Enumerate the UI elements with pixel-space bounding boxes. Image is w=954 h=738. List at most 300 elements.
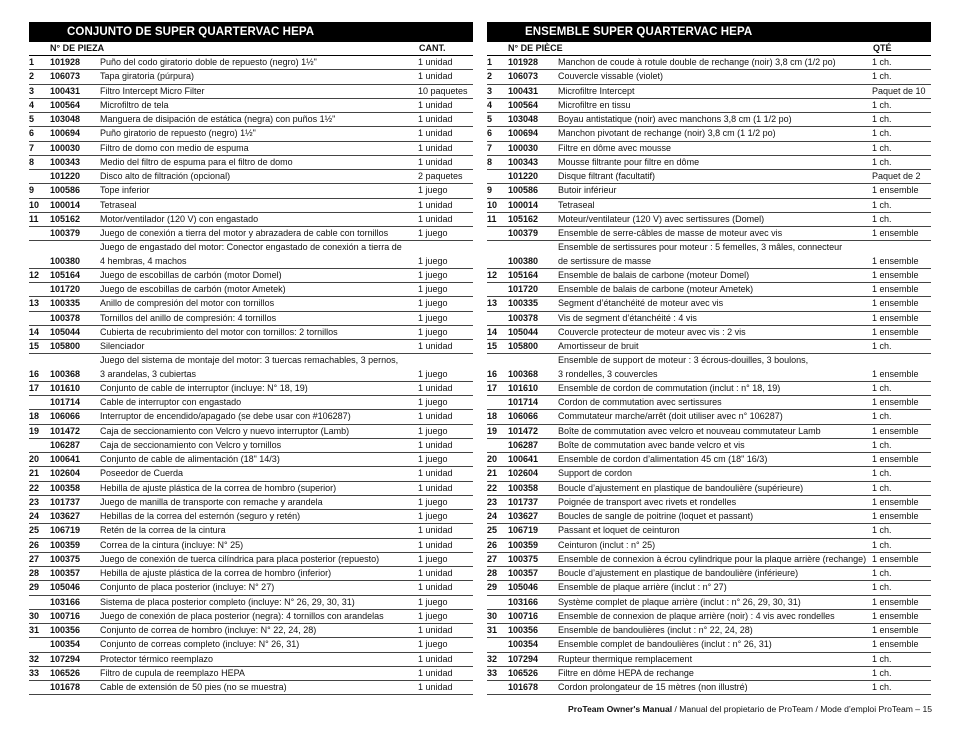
description-line: Ensemble de support de moteur : 3 écrous-douilles, 3 boulons, [558, 355, 809, 366]
parts-table [29, 56, 473, 695]
item-number: 25 [487, 524, 508, 538]
item-number [487, 681, 508, 695]
item-number: 13 [29, 297, 50, 311]
part-number: 100378 [508, 311, 558, 325]
item-number: 31 [29, 624, 50, 638]
part-quantity: 1 ensemble [872, 325, 931, 339]
part-quantity: 1 juego [418, 595, 473, 609]
part-number: 101220 [50, 170, 100, 184]
table-row [487, 227, 931, 241]
part-quantity: 1 unidad [418, 212, 473, 226]
item-number: 21 [29, 467, 50, 481]
item-number: 2 [29, 70, 50, 84]
part-description: Manchon pivotant de rechange (noir) 3,8 cm (1 1/2 po) [558, 127, 872, 141]
part-number: 100359 [508, 538, 558, 552]
part-number: 100431 [50, 84, 100, 98]
part-quantity: 1 unidad [418, 381, 473, 395]
part-description: Filtro de domo con medio de espuma [100, 141, 418, 155]
part-description: Boucle d’ajustement en plastique de bandoulière (inférieure) [558, 567, 872, 581]
table-row [29, 212, 473, 226]
part-number: 100368 [50, 354, 100, 382]
item-number [29, 438, 50, 452]
part-quantity: 1 ch. [872, 141, 931, 155]
part-description: Butoir inférieur [558, 184, 872, 198]
part-number: 100431 [508, 84, 558, 98]
part-quantity: 1 unidad [418, 155, 473, 169]
table-row [29, 340, 473, 354]
part-quantity: 1 unidad [418, 410, 473, 424]
part-description: Ensemble de plaque arrière (inclut : n° 27) [558, 581, 872, 595]
part-number: 100358 [508, 481, 558, 495]
part-description: Rupteur thermique remplacement [558, 652, 872, 666]
item-number: 19 [487, 424, 508, 438]
quantity-header: CANT. [419, 43, 446, 53]
table-row [29, 581, 473, 595]
part-quantity: 1 unidad [418, 624, 473, 638]
part-quantity: 1 unidad [418, 652, 473, 666]
item-number: 16 [29, 354, 50, 382]
part-description: Filtre en dôme HEPA de rechange [558, 666, 872, 680]
item-number [487, 638, 508, 652]
table-row [487, 141, 931, 155]
item-number: 17 [29, 381, 50, 395]
table-row [487, 241, 931, 269]
item-number: 33 [29, 666, 50, 680]
table-row [487, 595, 931, 609]
item-number: 10 [487, 198, 508, 212]
part-description: Amortisseur de bruit [558, 340, 872, 354]
part-description: Boucle d’ajustement en plastique de bandoulière (supérieure) [558, 481, 872, 495]
table-row [29, 184, 473, 198]
part-description: Poignée de transport avec rivets et rondelles [558, 495, 872, 509]
item-number: 6 [487, 127, 508, 141]
part-number: 105800 [50, 340, 100, 354]
part-quantity: 1 juego [418, 609, 473, 623]
item-number [29, 170, 50, 184]
part-quantity: 1 unidad [418, 666, 473, 680]
part-description: Boîte de commutation avec bande velcro et vis [558, 438, 872, 452]
table-row [487, 84, 931, 98]
item-number [29, 311, 50, 325]
item-number: 14 [29, 325, 50, 339]
part-quantity: 1 juego [418, 552, 473, 566]
table-row [29, 552, 473, 566]
item-number [29, 227, 50, 241]
item-number: 26 [29, 538, 50, 552]
part-number: 106287 [50, 438, 100, 452]
item-number: 8 [29, 155, 50, 169]
item-number: 5 [29, 113, 50, 127]
part-quantity: 1 ensemble [872, 283, 931, 297]
part-description: Juego de conexión de tuerca cilíndrica para placa posterior (repuesto) [100, 552, 418, 566]
item-number [487, 227, 508, 241]
table-row [487, 381, 931, 395]
part-quantity: 1 ch. [872, 340, 931, 354]
part-number: 100356 [50, 624, 100, 638]
part-quantity: 1 juego [418, 283, 473, 297]
part-quantity: 1 ensemble [872, 552, 931, 566]
part-quantity: 1 ch. [872, 155, 931, 169]
part-description: Tetraseal [558, 198, 872, 212]
part-number: 100380 [50, 241, 100, 269]
part-quantity: 1 ensemble [872, 241, 931, 269]
item-number [29, 396, 50, 410]
part-quantity: 1 unidad [418, 98, 473, 112]
part-number: 101720 [50, 283, 100, 297]
part-description: Disco alto de filtración (opcional) [100, 170, 418, 184]
part-description: Ensemble de bandoulières (inclut : n° 22, 24, 28) [558, 624, 872, 638]
part-number: 103048 [50, 113, 100, 127]
part-description: Juego de escobillas de carbón (motor Domel) [100, 268, 418, 282]
item-number [29, 681, 50, 695]
table-row [29, 198, 473, 212]
table-row [487, 113, 931, 127]
table-row [29, 595, 473, 609]
part-quantity: 1 ch. [872, 70, 931, 84]
footer-text: / Manual del propietario de ProTeam / Mode d’emploi ProTeam – 15 [672, 704, 932, 714]
part-quantity: 1 unidad [418, 681, 473, 695]
item-number: 30 [487, 609, 508, 623]
table-row [487, 198, 931, 212]
part-quantity: 1 ch. [872, 127, 931, 141]
part-description: Passant et loquet de ceinturon [558, 524, 872, 538]
item-number: 6 [29, 127, 50, 141]
part-description: Couvercle protecteur de moteur avec vis : 2 vis [558, 325, 872, 339]
table-row [487, 325, 931, 339]
item-number: 16 [487, 354, 508, 382]
item-number: 28 [487, 567, 508, 581]
part-description [100, 241, 418, 269]
quantity-header: QTÉ [873, 43, 892, 53]
table-row [29, 170, 473, 184]
item-number: 14 [487, 325, 508, 339]
table-row [29, 453, 473, 467]
part-number: 100357 [50, 567, 100, 581]
item-number: 4 [487, 98, 508, 112]
table-row [487, 184, 931, 198]
table-row [487, 538, 931, 552]
part-quantity: 1 juego [418, 268, 473, 282]
part-quantity: 1 ensemble [872, 268, 931, 282]
item-number [487, 241, 508, 269]
part-number: 100343 [50, 155, 100, 169]
part-description: Tetraseal [100, 198, 418, 212]
part-description: Hebillas de la correa del esternón (seguro y retén) [100, 510, 418, 524]
table-row [487, 297, 931, 311]
table-row [487, 311, 931, 325]
part-quantity: 1 ensemble [872, 396, 931, 410]
part-quantity: 1 ch. [872, 438, 931, 452]
part-quantity: 1 ch. [872, 666, 931, 680]
item-number: 29 [487, 581, 508, 595]
french-parts-list [487, 22, 931, 695]
table-row [487, 424, 931, 438]
table-row [487, 453, 931, 467]
part-description: Filtre en dôme avec mousse [558, 141, 872, 155]
table-row [29, 283, 473, 297]
part-description: Retén de la correa de la cintura [100, 524, 418, 538]
part-quantity: 1 juego [418, 638, 473, 652]
description-line: Juego de engastado del motor: Conector engastado de conexión a tierra de [100, 242, 402, 253]
part-quantity: 1 ensemble [872, 184, 931, 198]
part-number: 100335 [508, 297, 558, 311]
part-number: 100716 [50, 609, 100, 623]
part-number: 100379 [508, 227, 558, 241]
part-quantity: 1 ensemble [872, 311, 931, 325]
item-number [487, 438, 508, 452]
part-description: Segment d’étanchéité de moteur avec vis [558, 297, 872, 311]
table-row [487, 510, 931, 524]
table-row [487, 283, 931, 297]
part-description: Cordon de commutation avec sertissures [558, 396, 872, 410]
item-number: 3 [29, 84, 50, 98]
part-quantity: 1 unidad [418, 113, 473, 127]
table-row [29, 438, 473, 452]
item-number [487, 311, 508, 325]
table-row [487, 438, 931, 452]
item-number [29, 595, 50, 609]
part-description: Conjunto de cable de interruptor (incluye: N° 18, 19) [100, 381, 418, 395]
item-number: 33 [487, 666, 508, 680]
column-headers [29, 42, 473, 56]
part-quantity: Paquet de 10 [872, 84, 931, 98]
part-number: 100379 [50, 227, 100, 241]
part-description: Conjunto de cable de alimentación (18" 14/3) [100, 453, 418, 467]
table-row [487, 524, 931, 538]
part-description: Juego de escobillas de carbón (motor Ametek) [100, 283, 418, 297]
item-number: 19 [29, 424, 50, 438]
part-number: 106719 [50, 524, 100, 538]
table-row [29, 311, 473, 325]
part-description: Motor/ventilador (120 V) con engastado [100, 212, 418, 226]
part-description [100, 354, 418, 382]
table-row [29, 609, 473, 623]
item-number [487, 283, 508, 297]
part-quantity: 1 ch. [872, 98, 931, 112]
part-number: 101678 [50, 681, 100, 695]
part-number: 101720 [508, 283, 558, 297]
table-row [29, 467, 473, 481]
item-number: 5 [487, 113, 508, 127]
item-number [29, 638, 50, 652]
part-description: Microfiltre Intercept [558, 84, 872, 98]
table-row [29, 70, 473, 84]
part-number: 100368 [508, 354, 558, 382]
part-quantity: 1 juego [418, 297, 473, 311]
part-number: 100358 [50, 481, 100, 495]
part-quantity: 1 ensemble [872, 609, 931, 623]
part-quantity: Paquet de 2 [872, 170, 931, 184]
part-number: 101472 [50, 424, 100, 438]
part-description: Caja de seccionamiento con Velcro y nuevo interruptor (Lamb) [100, 424, 418, 438]
item-number: 10 [29, 198, 50, 212]
part-number: 100694 [50, 127, 100, 141]
part-number: 106073 [50, 70, 100, 84]
part-quantity: 1 juego [418, 396, 473, 410]
table-row [487, 396, 931, 410]
item-number: 12 [487, 268, 508, 282]
spanish-parts-list [29, 22, 473, 695]
description-line: 4 hembras, 4 machos [100, 255, 187, 266]
part-quantity: 1 unidad [418, 481, 473, 495]
part-quantity: 1 ch. [872, 113, 931, 127]
part-number: 105046 [50, 581, 100, 595]
item-number: 31 [487, 624, 508, 638]
part-number: 106526 [50, 666, 100, 680]
part-quantity: 1 unidad [418, 467, 473, 481]
part-number: 100359 [50, 538, 100, 552]
column-headers [487, 42, 931, 56]
part-description: Moteur/ventilateur (120 V) avec sertissures (Domel) [558, 212, 872, 226]
part-number: 101737 [508, 495, 558, 509]
part-quantity: 1 ch. [872, 410, 931, 424]
table-row [487, 127, 931, 141]
part-description: Hebilla de ajuste plástica de la correa de hombro (superior) [100, 481, 418, 495]
item-number: 7 [487, 141, 508, 155]
item-number: 20 [29, 453, 50, 467]
part-description: Silenciador [100, 340, 418, 354]
part-quantity: 1 juego [418, 311, 473, 325]
part-number: 100357 [508, 567, 558, 581]
part-description: Conjunto de correa de hombro (incluye: N° 22, 24, 28) [100, 624, 418, 638]
description-line: de sertissure de masse [558, 255, 652, 266]
part-quantity: 1 ensemble [872, 638, 931, 652]
part-number: 101678 [508, 681, 558, 695]
part-description: Correa de la cintura (incluye: N° 25) [100, 538, 418, 552]
table-row [487, 567, 931, 581]
part-number: 100641 [50, 453, 100, 467]
part-quantity: 1 unidad [418, 567, 473, 581]
part-number: 100030 [50, 141, 100, 155]
item-number [29, 241, 50, 269]
description-line: 3 arandelas, 3 cubiertas [100, 368, 197, 379]
table-row [29, 538, 473, 552]
part-quantity: 1 unidad [418, 438, 473, 452]
part-number: 100564 [508, 98, 558, 112]
part-quantity: 2 paquetes [418, 170, 473, 184]
part-quantity: 1 unidad [418, 70, 473, 84]
part-description [558, 354, 872, 382]
part-description: Interruptor de encendido/apagado (se debe usar con #106287) [100, 410, 418, 424]
table-row [29, 410, 473, 424]
part-number: 100375 [508, 552, 558, 566]
table-row [29, 98, 473, 112]
item-number [487, 396, 508, 410]
part-description: Poseedor de Cuerda [100, 467, 418, 481]
part-description: Boîte de commutation avec velcro et nouveau commutateur Lamb [558, 424, 872, 438]
item-number: 2 [487, 70, 508, 84]
part-quantity: 10 paquetes [418, 84, 473, 98]
table-row [29, 297, 473, 311]
part-quantity: 1 ch. [872, 652, 931, 666]
part-number: 100641 [508, 453, 558, 467]
part-description: Filtro de cupula de reemplazo HEPA [100, 666, 418, 680]
table-title: ENSEMBLE SUPER QUARTERVAC HEPA [487, 22, 931, 42]
part-description: Juego de manilla de transporte con remache y arandela [100, 495, 418, 509]
part-quantity: 1 juego [418, 184, 473, 198]
part-quantity: 1 ensemble [872, 453, 931, 467]
part-number: 100335 [50, 297, 100, 311]
item-number: 32 [487, 652, 508, 666]
part-number: 106066 [508, 410, 558, 424]
part-number: 105162 [508, 212, 558, 226]
table-row [29, 481, 473, 495]
part-quantity: 1 ensemble [872, 354, 931, 382]
part-number: 101928 [508, 56, 558, 70]
item-number [29, 283, 50, 297]
item-number: 15 [29, 340, 50, 354]
part-quantity: 1 juego [418, 495, 473, 509]
item-number: 21 [487, 467, 508, 481]
part-number: 101714 [50, 396, 100, 410]
part-description: Couvercle vissable (violet) [558, 70, 872, 84]
item-number: 20 [487, 453, 508, 467]
part-quantity: 1 ensemble [872, 297, 931, 311]
part-quantity: 1 juego [418, 453, 473, 467]
part-description: Puño giratorio de repuesto (negro) 1½" [100, 127, 418, 141]
part-quantity: 1 unidad [418, 581, 473, 595]
part-number: 106066 [50, 410, 100, 424]
table-row [29, 84, 473, 98]
table-row [29, 127, 473, 141]
part-number: 100014 [508, 198, 558, 212]
table-row [29, 424, 473, 438]
part-quantity: 1 ch. [872, 467, 931, 481]
part-description: Ensemble de balais de carbone (moteur Ametek) [558, 283, 872, 297]
table-row [487, 98, 931, 112]
table-row [487, 170, 931, 184]
part-description: Ensemble de connexion de plaque arrière (noir) : 4 vis avec rondelles [558, 609, 872, 623]
part-quantity: 1 ch. [872, 481, 931, 495]
part-quantity: 1 ensemble [872, 227, 931, 241]
part-number: 107294 [508, 652, 558, 666]
part-quantity: 1 ensemble [872, 495, 931, 509]
part-description: Juego de conexión a tierra del motor y abrazadera de cable con tornillos [100, 227, 418, 241]
table-row [29, 624, 473, 638]
part-number: 101737 [50, 495, 100, 509]
part-description: Microfiltro de tela [100, 98, 418, 112]
part-quantity: 1 ensemble [872, 595, 931, 609]
part-quantity: 1 ensemble [872, 624, 931, 638]
part-description: Ensemble de serre-câbles de masse de moteur avec vis [558, 227, 872, 241]
part-number: 100586 [50, 184, 100, 198]
part-quantity: 1 juego [418, 510, 473, 524]
part-number: 103627 [508, 510, 558, 524]
part-quantity: 1 ensemble [872, 424, 931, 438]
table-row [487, 552, 931, 566]
item-number: 22 [29, 481, 50, 495]
item-number: 1 [487, 56, 508, 70]
part-quantity: 1 juego [418, 424, 473, 438]
table-row [487, 155, 931, 169]
table-row [29, 652, 473, 666]
part-description: Protector térmico reemplazo [100, 652, 418, 666]
part-description: Tornillos del anillo de compresión: 4 tornillos [100, 311, 418, 325]
part-quantity: 1 ch. [872, 56, 931, 70]
item-number: 11 [29, 212, 50, 226]
part-description: Ensemble de cordon de commutation (inclut : n° 18, 19) [558, 381, 872, 395]
part-description: Tapa giratoria (púrpura) [100, 70, 418, 84]
part-quantity: 1 ch. [872, 212, 931, 226]
part-number: 100030 [508, 141, 558, 155]
part-quantity: 1 juego [418, 325, 473, 339]
part-quantity: 1 ch. [872, 381, 931, 395]
part-number: 102604 [508, 467, 558, 481]
part-number: 100356 [508, 624, 558, 638]
part-number: 105800 [508, 340, 558, 354]
table-row [29, 638, 473, 652]
part-description: Ensemble de cordon d’alimentation 45 cm (18" 16/3) [558, 453, 872, 467]
